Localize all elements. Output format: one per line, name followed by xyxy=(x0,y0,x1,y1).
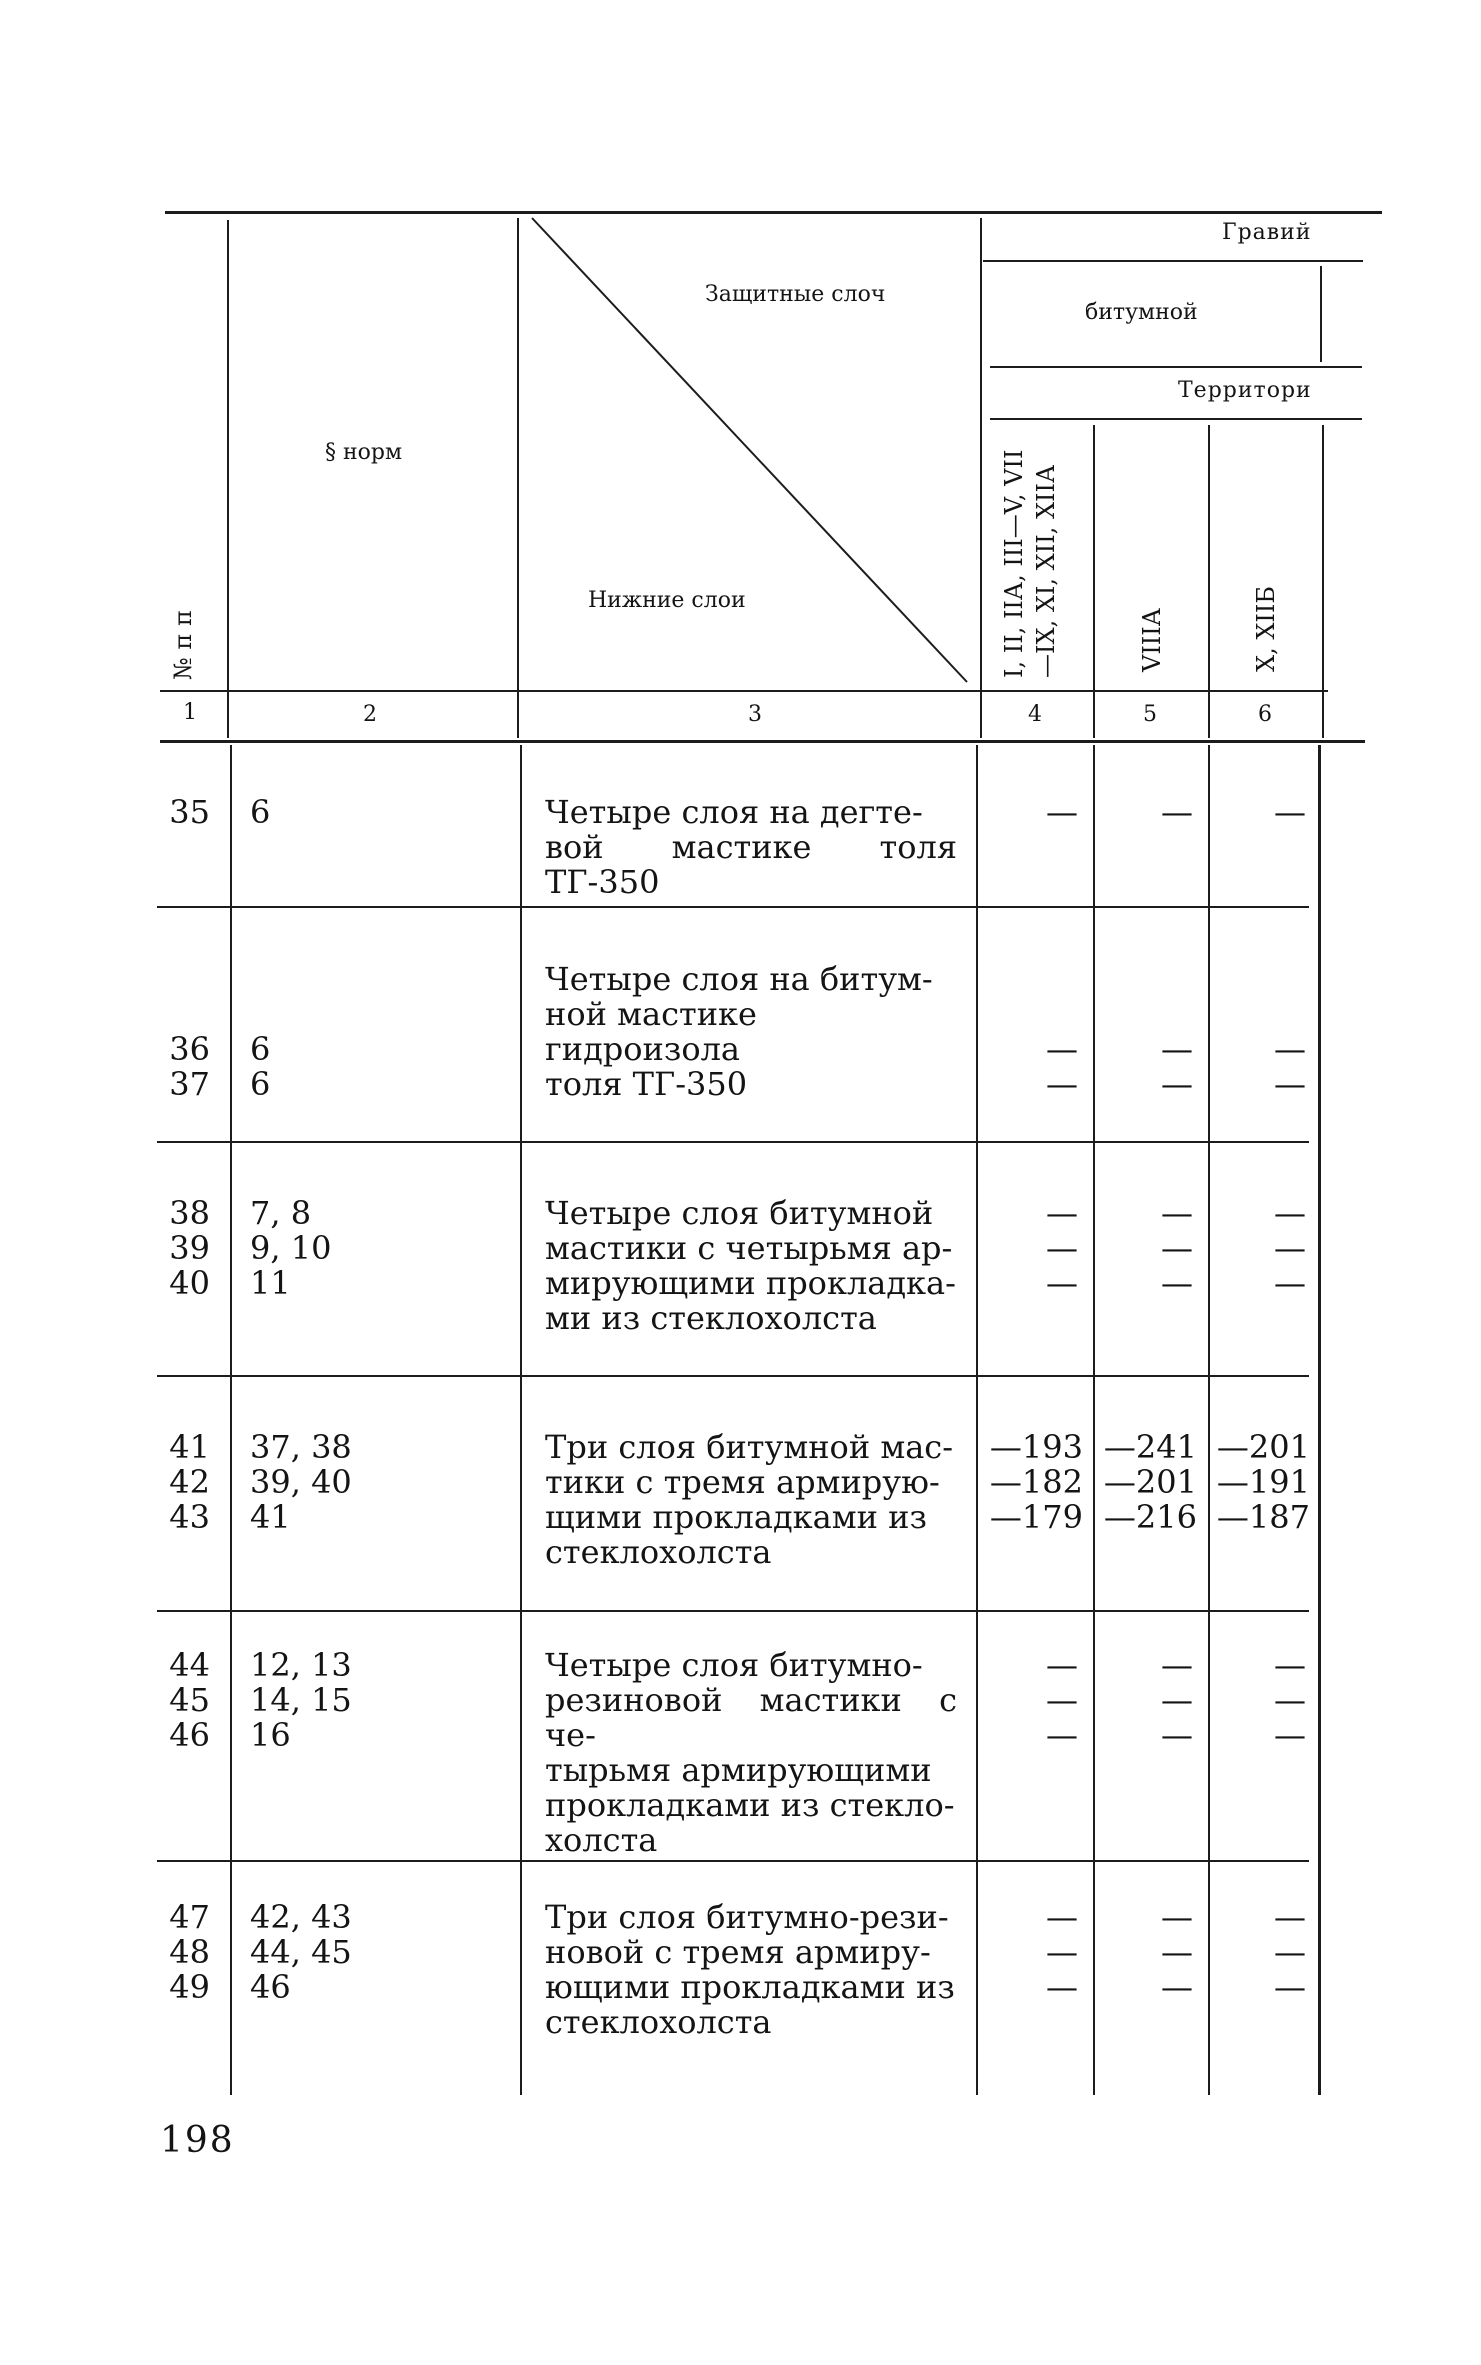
col-number-5: 5 xyxy=(1143,702,1157,727)
cell-row-number: 35 xyxy=(169,793,210,831)
cell-territory-2: — — — xyxy=(1161,1194,1193,1302)
cell-territory-3: — — xyxy=(1274,1030,1306,1103)
header-territory: Территори xyxy=(1178,378,1312,403)
row-separator-5 xyxy=(157,1860,1309,1862)
vline-body-1 xyxy=(230,745,232,2095)
header-bitumen: битумной xyxy=(1085,300,1198,325)
cell-territory-1: — — xyxy=(1046,1030,1078,1103)
header-territory-1: I, II, IIА, III—V, VII—IX, XI, XII, XIIА xyxy=(1000,449,1060,678)
vline-body-5 xyxy=(1208,745,1210,2095)
cell-territory-3: —201 —191 —187 xyxy=(1216,1428,1310,1536)
cell-description: Четыре слоя битумной мастики с четырьмя ар- мирующими прокладка- ми из стеклохолста xyxy=(545,1194,956,1337)
header-col2: § норм xyxy=(325,440,403,465)
row-separator-3 xyxy=(157,1375,1309,1377)
cell-territory-3: — — — xyxy=(1274,1194,1306,1302)
cell-row-number: 44 45 46 xyxy=(169,1646,210,1754)
cell-territory-2: — — xyxy=(1161,1030,1193,1103)
cell-territory-1: — — — xyxy=(1046,1646,1078,1754)
cell-description: Четыре слоя битумно- резиновой мастики с че- тырьмя армирующими прокладками из стекло- холста xyxy=(545,1646,957,1859)
col-number-3: 3 xyxy=(748,702,762,727)
col-number-2: 2 xyxy=(363,702,377,727)
cell-row-number: 36 37 xyxy=(169,1030,210,1103)
cell-description: Четыре слоя на дегте- вой мастике толя ТГ-350 xyxy=(545,793,957,901)
cell-norms: 37, 38 39, 40 41 xyxy=(250,1428,352,1536)
col-number-1: 1 xyxy=(183,700,197,725)
row-separator-1 xyxy=(157,906,1309,908)
cell-territory-2: —241 —201 —216 xyxy=(1103,1428,1197,1536)
cell-norms: 12, 13 14, 15 16 xyxy=(250,1646,352,1754)
cell-territory-2: — xyxy=(1161,793,1193,831)
header-territory-3: X, XIIБ xyxy=(1252,585,1280,672)
cell-row-number: 47 48 49 xyxy=(169,1898,210,2006)
cell-territory-3: — xyxy=(1274,793,1306,831)
vline-body-3 xyxy=(976,745,978,2095)
cell-description: Четыре слоя на битум- ной мастике гидроизола толя ТГ-350 xyxy=(545,960,933,1103)
cell-norms: 6 xyxy=(250,793,271,831)
col-number-4: 4 xyxy=(1028,702,1042,727)
cell-description: Три слоя битумно-рези- новой с тремя армиру- ющими прокладками из стеклохолста xyxy=(545,1898,955,2041)
cell-norms: 7, 8 9, 10 11 xyxy=(250,1194,332,1302)
header-col3-bottom: Нижние слои xyxy=(588,588,746,613)
cell-territory-1: — xyxy=(1046,793,1078,831)
header-gravel: Гравий xyxy=(1222,220,1312,245)
cell-description: Три слоя битумной мас- тики с тремя армирую- щими прокладками из стеклохолста xyxy=(545,1428,954,1571)
cell-row-number: 38 39 40 xyxy=(169,1194,210,1302)
cell-territory-2: — — — xyxy=(1161,1898,1193,2006)
header-col1: № п п xyxy=(169,610,197,680)
cell-norms: 6 6 xyxy=(250,1030,271,1103)
vline-body-4 xyxy=(1093,745,1095,2095)
col-number-6: 6 xyxy=(1258,702,1272,727)
cell-territory-2: — — — xyxy=(1161,1646,1193,1754)
vline-body-2 xyxy=(520,745,522,2095)
header-territory-2: VIIIА xyxy=(1138,608,1166,672)
vline-body-6 xyxy=(1318,745,1321,2095)
cell-territory-1: —193 —182 —179 xyxy=(989,1428,1083,1536)
cell-territory-3: — — — xyxy=(1274,1646,1306,1754)
row-separator-4 xyxy=(157,1610,1309,1612)
page-number: 198 xyxy=(160,2120,235,2161)
row-separator-2 xyxy=(157,1141,1309,1143)
cell-territory-1: — — — xyxy=(1046,1898,1078,2006)
cell-row-number: 41 42 43 xyxy=(169,1428,210,1536)
cell-territory-1: — — — xyxy=(1046,1194,1078,1302)
cell-territory-3: — — — xyxy=(1274,1898,1306,2006)
cell-norms: 42, 43 44, 45 46 xyxy=(250,1898,352,2006)
header-col3-top: Защитные слоч xyxy=(705,282,886,307)
